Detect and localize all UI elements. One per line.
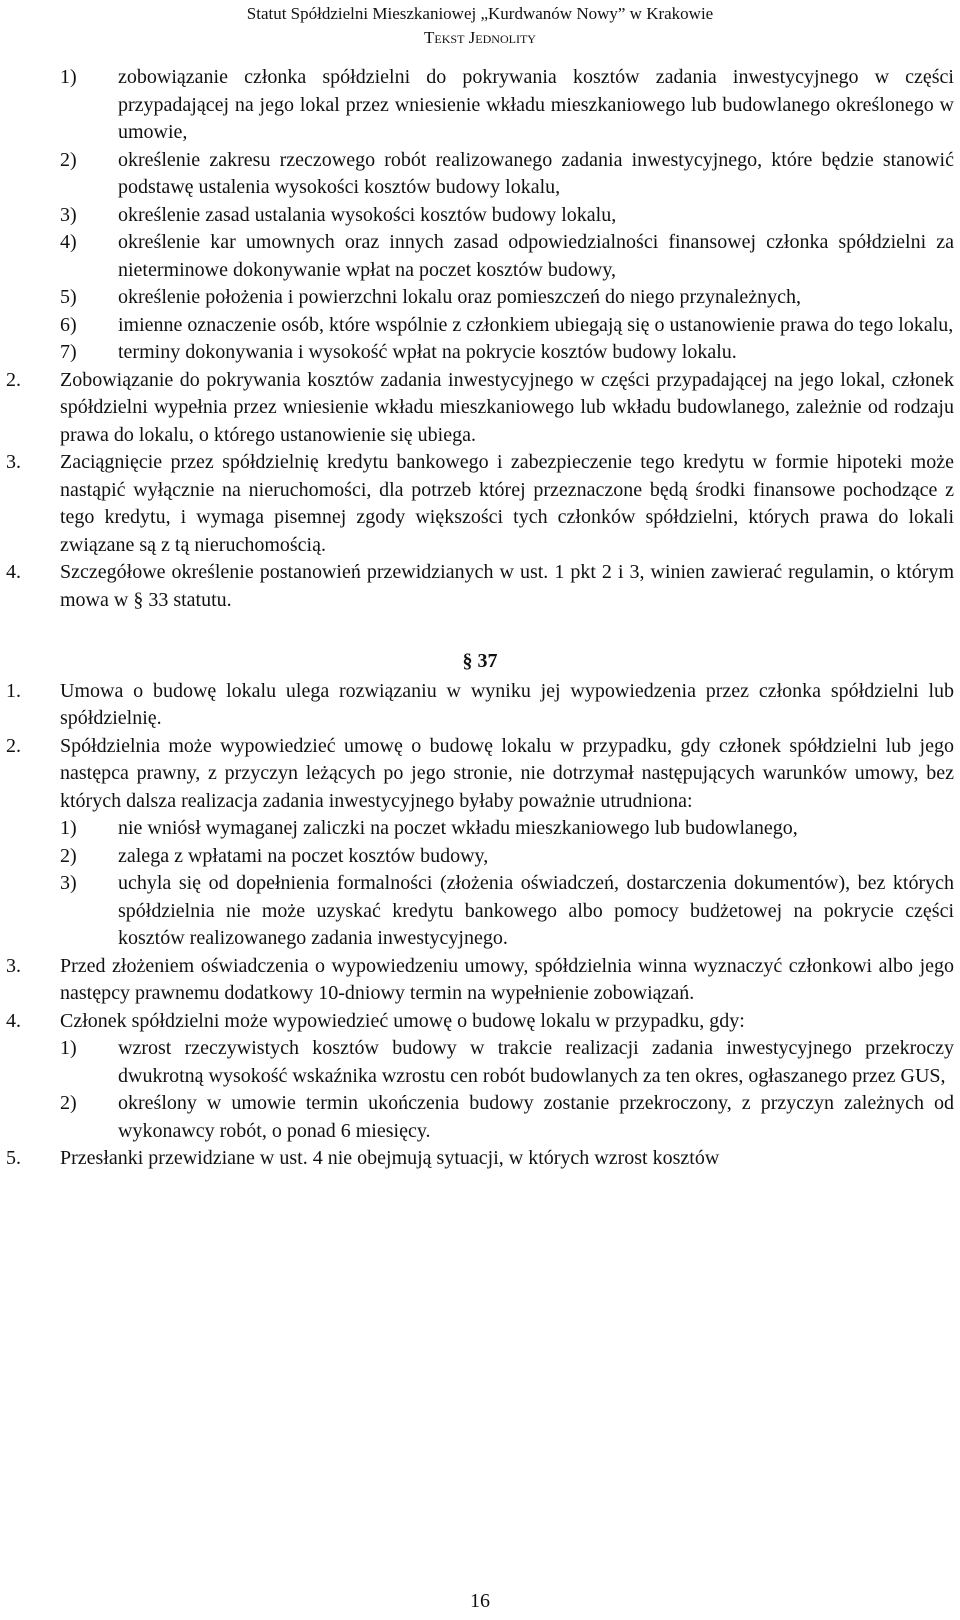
paragraph-text: Spółdzielnia może wypowiedzieć umowę o budowę lokalu w przypadku, gdy członek spółdzielni lub jego następca prawny, z przyczyn leżących po jego stronie, nie dotrzymał następujących warunków umowy, bez których dalsza realizacja zadania inwestycyjnego byłaby poważnie utrudniona: [60, 734, 954, 812]
list-item-number: 1) [60, 66, 77, 88]
list-item-number: 1) [60, 817, 77, 839]
paragraph-text: Przed złożeniem oświadczenia o wypowiedzeniu umowy, spółdzielnia winna wyznaczyć członkowi albo jego następcy prawnemu dodatkowy 10-dniowy termin na wypełnienie zobowiązań. [60, 954, 954, 1004]
paragraph-number: 4. [6, 1009, 21, 1032]
paragraph [6, 1008, 954, 1036]
paragraph-number: 5. [6, 1147, 21, 1169]
paragraph-number: 2. [6, 368, 21, 391]
section-heading: § 37 [462, 650, 498, 672]
header-title: Statut Spółdzielni Mieszkaniowej „Kurdwanów Nowy” w Krakowie [246, 4, 714, 23]
list-item-text: terminy dokonywania i wysokość wpłat na pokrycie kosztów budowy lokalu. [118, 341, 737, 363]
list-item-text: określenie kar umownych oraz innych zasad odpowiedzialności finansowej członka spółdzielni za nieterminowe dokonywanie wpłat na poczet kosztów budowy, [118, 231, 954, 281]
list-item [6, 64, 954, 147]
list-item-number: 3) [60, 872, 77, 894]
list-item-number: 2) [60, 1092, 77, 1114]
list-item-text: imienne oznaczenie osób, które wspólnie z członkiem ubiegają się o ustanowienie prawa do tego lokalu, [118, 313, 954, 336]
list-item [6, 870, 954, 953]
list-item [6, 1090, 954, 1145]
paragraph-text: Członek spółdzielni może wypowiedzieć umowę o budowę lokalu w przypadku, gdy: [60, 1009, 745, 1032]
list-item-number: 4) [60, 231, 77, 253]
list-item [6, 815, 954, 843]
paragraph [6, 559, 954, 614]
list-item-number: 5) [60, 286, 77, 308]
list-item [6, 312, 954, 340]
paragraph [6, 733, 954, 816]
paragraph [6, 678, 954, 733]
page-number: 16 [470, 1590, 490, 1612]
header-subtitle: Tekst Jednolity [424, 28, 536, 47]
paragraph-number: 3. [6, 451, 21, 473]
list-item-number: 6) [60, 313, 77, 336]
paragraph-number: 4. [6, 561, 21, 583]
list-item-text: określenie położenia i powierzchni lokalu oraz pomieszczeń do niego przynależnych, [118, 286, 802, 308]
list-item [6, 229, 954, 284]
list-item-text: uchyla się od dopełnienia formalności (złożenia oświadczeń, dostarczenia dokumentów), bez których spółdzielnia nie może uzyskać kredytu bankowego albo pomocy budżetowej na pokrycie części kosztów realizowanego zadania inwestycyjnego. [118, 872, 954, 949]
paragraph-text: Zaciągnięcie przez spółdzielnię kredytu bankowego i zabezpieczenie tego kredytu w formie hipoteki może nastąpić wyłącznie na nieruchomości, dla potrzeb której przeznaczone będą środki finansowe pochodzące z tego kredytu, i wymaga pisemnej zgody większości tych członków spółdzielni, których prawa do lokali związane są z tą nieruchomością. [60, 451, 954, 556]
list-item [6, 202, 954, 230]
paragraph-text: Przesłanki przewidziane w ust. 4 nie obejmują sytuacji, w których wzrost kosztów [60, 1147, 720, 1169]
paragraph-number: 3. [6, 954, 21, 977]
list-item [6, 147, 954, 202]
paragraph [6, 367, 954, 450]
list-item [6, 339, 954, 367]
list-item-text: określenie zakresu rzeczowego robót realizowanego zadania inwestycyjnego, które będzie stanowić podstawę ustalenia wysokości kosztów budowy lokalu, [118, 148, 954, 198]
list-item [6, 843, 954, 871]
list-item-number: 7) [60, 341, 77, 363]
document-body [6, 64, 954, 1173]
paragraph-text: Szczegółowe określenie postanowień przewidzianych w ust. 1 pkt 2 i 3, winien zawierać regulamin, o którym mowa w § 33 statutu. [60, 561, 954, 611]
list-item-number: 3) [60, 203, 77, 226]
list-item-number: 2) [60, 148, 77, 171]
page-header [0, 2, 960, 50]
paragraph-text: Umowa o budowę lokalu ulega rozwiązaniu w wyniku jej wypowiedzenia przez członka spółdzielni lub spółdzielnię. [60, 679, 954, 729]
list-item-number: 1) [60, 1037, 77, 1059]
list-item [6, 1035, 954, 1090]
paragraph [6, 953, 954, 1008]
list-item-text: wzrost rzeczywistych kosztów budowy w trakcie realizacji zadania inwestycyjnego przekroczy dwukrotną wysokość wskaźnika wzrostu cen robót budowlanych za ten okres, ogłaszanego przez GUS, [118, 1037, 954, 1087]
paragraph [6, 449, 954, 559]
paragraph [6, 1145, 954, 1173]
list-item-number: 2) [60, 844, 77, 867]
list-item-text: zalega z wpłatami na poczet kosztów budowy, [118, 844, 489, 867]
paragraph-text: Zobowiązanie do pokrywania kosztów zadania inwestycyjnego w części przypadającej na jego lokal, członek spółdzielni wypełnia przez wniesienie wkładu mieszkaniowego lub wkładu budowlanego, zależnie od rodzaju prawa do lokalu, o którego ustanowienie się ubiega. [60, 368, 954, 446]
list-item [6, 284, 954, 312]
list-item-text: nie wniósł wymaganej zaliczki na poczet wkładu mieszkaniowego lub budowlanego, [118, 817, 798, 839]
paragraph-number: 1. [6, 679, 21, 702]
list-item-text: zobowiązanie członka spółdzielni do pokrywania kosztów zadania inwestycyjnego w części przypadającej na jego lokal przez wniesienie wkładu mieszkaniowego lub budowlanego określonego w umowie, [118, 66, 954, 143]
list-item-text: określenie zasad ustalania wysokości kosztów budowy lokalu, [118, 203, 617, 226]
list-item-text: określony w umowie termin ukończenia budowy zostanie przekroczony, z przyczyn zależnych od wykonawcy robót, o ponad 6 miesięcy. [118, 1092, 954, 1142]
paragraph-number: 2. [6, 734, 21, 757]
